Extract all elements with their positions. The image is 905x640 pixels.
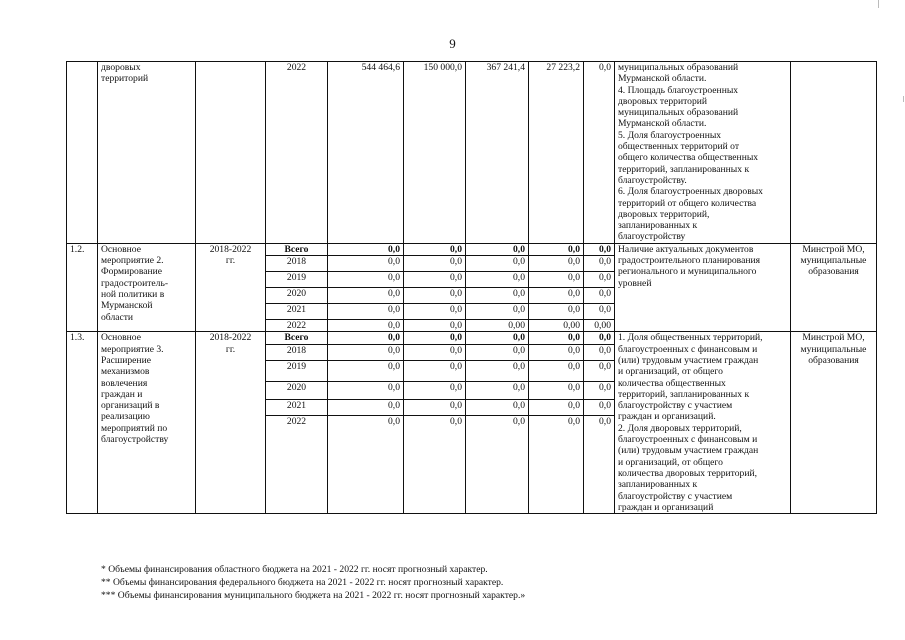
indicators-cell: муниципальных образований Мурманской области. 4. Площадь благоустроенных дворовых территорий муниципальных образований Мурманской области. 5. Доля благоустроенных общественных территорий от общего количества общественных территорий, запланированных к благоустройству. 6. Доля благоустроенных дворовых территорий от общего количества дворовых территорий, запланированных к благоустройству (615, 62, 791, 244)
amount-other-cell: 0,0 (584, 288, 615, 304)
scan-edge-mark (878, 0, 879, 8)
footnote: * Объемы финансирования областного бюджета на 2021 - 2022 гг. носят прогнозный характер. (101, 564, 488, 575)
amount-regional-cell: 0,0 (404, 344, 466, 360)
amount-other-cell: 0,0 (584, 243, 615, 255)
year-cell: 2020 (266, 381, 328, 399)
period-cell (196, 62, 266, 244)
amount-federal-cell: 0,0 (466, 304, 529, 320)
amount-regional-cell: 0,0 (404, 415, 466, 513)
amount-other-cell: 0,0 (584, 304, 615, 320)
amount-regional-cell: 0,0 (404, 381, 466, 399)
amount-municipal-cell: 0,0 (529, 381, 584, 399)
amount-municipal-cell: 0,0 (529, 256, 584, 272)
item-number-cell (67, 62, 98, 244)
amount-regional-cell: 0,0 (404, 399, 466, 415)
amount-total-cell: 0,0 (328, 320, 404, 332)
amount-total-cell: 0,0 (328, 304, 404, 320)
amount-regional-cell: 0,0 (404, 272, 466, 288)
amount-federal-cell: 367 241,4 (466, 62, 529, 244)
year-cell: 2018 (266, 344, 328, 360)
amount-total-cell: 0,0 (328, 381, 404, 399)
amount-total-cell: 0,0 (328, 243, 404, 255)
amount-other-cell: 0,0 (584, 415, 615, 513)
amount-federal-cell: 0,0 (466, 381, 529, 399)
amount-regional-cell: 0,0 (404, 360, 466, 381)
amount-municipal-cell: 0,0 (529, 243, 584, 255)
amount-municipal-cell: 0,0 (529, 304, 584, 320)
amount-federal-cell: 0,0 (466, 288, 529, 304)
footnotes (101, 563, 801, 602)
amount-other-cell: 0,0 (584, 360, 615, 381)
amount-total-cell: 0,0 (328, 256, 404, 272)
item-name-cell: Основное мероприятие 2. Формирование градостроитель- ной политики в Мурманской области (98, 243, 196, 332)
year-cell: 2022 (266, 320, 328, 332)
amount-other-cell: 0,0 (584, 332, 615, 344)
amount-municipal-cell: 0,0 (529, 415, 584, 513)
year-cell: Всего (266, 243, 328, 255)
amount-federal-cell: 0,00 (466, 320, 529, 332)
amount-federal-cell: 0,0 (466, 256, 529, 272)
page-number: 9 (449, 36, 456, 51)
year-cell: 2021 (266, 304, 328, 320)
amount-federal-cell: 0,0 (466, 399, 529, 415)
amount-regional-cell: 150 000,0 (404, 62, 466, 244)
amount-municipal-cell: 0,0 (529, 332, 584, 344)
amount-federal-cell: 0,0 (466, 243, 529, 255)
item-name-cell: дворовых территорий (98, 62, 196, 244)
amount-regional-cell: 0,0 (404, 243, 466, 255)
amount-municipal-cell: 0,0 (529, 344, 584, 360)
amount-municipal-cell: 0,0 (529, 399, 584, 415)
year-cell: 2022 (266, 415, 328, 513)
year-cell: 2018 (266, 256, 328, 272)
amount-total-cell: 0,0 (328, 344, 404, 360)
amount-other-cell: 0,0 (584, 399, 615, 415)
footnote: ** Объемы финансирования федерального бюджета на 2021 - 2022 гг. носят прогнозный характер. (101, 577, 504, 588)
period-cell: 2018-2022 гг. (196, 332, 266, 514)
program-table (66, 61, 877, 514)
table-row (67, 243, 877, 255)
amount-total-cell: 0,0 (328, 332, 404, 344)
amount-other-cell: 0,0 (584, 344, 615, 360)
amount-total-cell: 0,0 (328, 360, 404, 381)
amount-federal-cell: 0,0 (466, 332, 529, 344)
amount-regional-cell: 0,0 (404, 256, 466, 272)
amount-federal-cell: 0,0 (466, 415, 529, 513)
table-row (67, 332, 877, 344)
amount-other-cell: 0,0 (584, 256, 615, 272)
amount-municipal-cell: 0,00 (529, 320, 584, 332)
amount-municipal-cell: 0,0 (529, 360, 584, 381)
amount-regional-cell: 0,0 (404, 320, 466, 332)
amount-municipal-cell: 0,0 (529, 288, 584, 304)
year-cell: 2019 (266, 272, 328, 288)
year-cell: 2021 (266, 399, 328, 415)
amount-total-cell: 0,0 (328, 272, 404, 288)
item-name-cell: Основное мероприятие 3. Расширение механизмов вовлечения граждан и организаций в реализацию мероприятий по благоустройству (98, 332, 196, 514)
amount-federal-cell: 0,0 (466, 360, 529, 381)
year-cell: Всего (266, 332, 328, 344)
scan-edge-mark (903, 96, 904, 102)
table-row (67, 62, 877, 244)
footnote: *** Объемы финансирования муниципального бюджета на 2021 - 2022 гг. носят прогнозный характер.» (101, 590, 526, 601)
amount-other-cell: 0,0 (584, 381, 615, 399)
amount-other-cell: 0,00 (584, 320, 615, 332)
amount-total-cell: 0,0 (328, 399, 404, 415)
amount-federal-cell: 0,0 (466, 344, 529, 360)
amount-other-cell: 0,0 (584, 272, 615, 288)
indicators-cell: 1. Доля общественных территорий, благоустроенных с финансовым и (или) трудовым участием граждан и организаций, от общего количества общественных территорий, запланированных к благоустройству с участием граждан и организаций. 2. Доля дворовых территорий, благоустроенных с финансовым и (или) трудовым участием граждан и организаций, от общего количества дворовых территорий, запланированных к благоустройству с участием граждан и организаций (615, 332, 791, 514)
executors-cell (791, 62, 877, 244)
year-cell: 2020 (266, 288, 328, 304)
item-number-cell: 1.2. (67, 243, 98, 332)
amount-regional-cell: 0,0 (404, 332, 466, 344)
amount-regional-cell: 0,0 (404, 304, 466, 320)
amount-federal-cell: 0,0 (466, 272, 529, 288)
executors-cell: Минстрой МО, муниципальные образования (791, 332, 877, 514)
amount-total-cell: 544 464,6 (328, 62, 404, 244)
amount-total-cell: 0,0 (328, 288, 404, 304)
indicators-cell: Наличие актуальных документов градостроительного планирования регионального и муниципального уровней (615, 243, 791, 332)
amount-total-cell: 0,0 (328, 415, 404, 513)
item-number-cell: 1.3. (67, 332, 98, 514)
amount-municipal-cell: 27 223,2 (529, 62, 584, 244)
year-cell: 2019 (266, 360, 328, 381)
amount-regional-cell: 0,0 (404, 288, 466, 304)
amount-other-cell: 0,0 (584, 62, 615, 244)
executors-cell: Минстрой МО, муниципальные образования (791, 243, 877, 332)
year-cell: 2022 (266, 62, 328, 244)
period-cell: 2018-2022 гг. (196, 243, 266, 332)
amount-municipal-cell: 0,0 (529, 272, 584, 288)
